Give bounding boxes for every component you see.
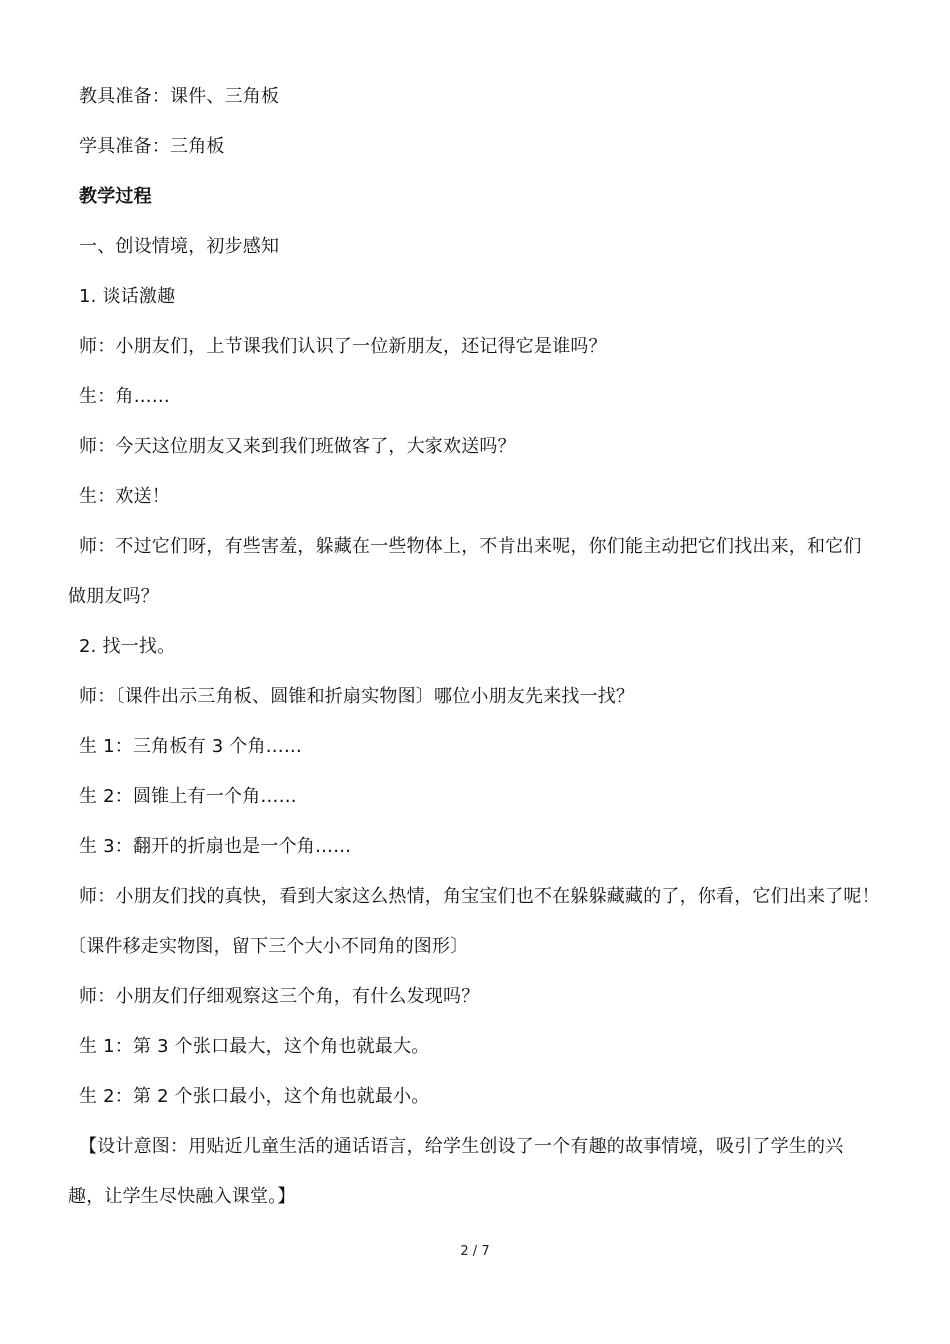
dialogue-line: 生 3：翻开的折扇也是一个角……	[79, 836, 352, 857]
dialogue-line: 师：今天这位朋友又来到我们班做客了，大家欢送吗？	[79, 436, 516, 457]
dialogue-line: 师：不过它们呀，有些害羞，躲藏在一些物体上，不肯出来呢，你们能主动把它们找出来，和它们	[79, 536, 862, 557]
dialogue-line-continuation: 〔课件移走实物图，留下三个大小不同角的图形〕	[68, 936, 469, 957]
dialogue-line: 生：欢送！	[79, 486, 170, 507]
dialogue-line: 生 2：第 2 个张口最小，这个角也就最小。	[79, 1086, 430, 1107]
design-intent-line: 【设计意图：用贴近儿童生活的通话语言，给学生创设了一个有趣的故事情境，吸引了学生的兴	[79, 1136, 844, 1157]
dialogue-line: 师：小朋友们，上节课我们认识了一位新朋友，还记得它是谁吗？	[79, 336, 607, 357]
dialogue-line: 师：小朋友们仔细观察这三个角，有什么发现吗？	[79, 986, 480, 1007]
dialogue-line: 师：〔课件出示三角板、圆锥和折扇实物图〕哪位小朋友先来找一找？	[79, 686, 635, 707]
dialogue-line: 师：小朋友们找的真快，看到大家这么热情，角宝宝们也不在躲躲藏藏的了，你看，它们出来了呢！	[79, 886, 880, 907]
step-heading-2: 2. 找一找。	[79, 636, 176, 657]
step-heading-1: 1. 谈话激趣	[79, 286, 176, 307]
section-heading: 教学过程	[79, 186, 152, 207]
design-intent-continuation: 趣，让学生尽快融入课堂。】	[68, 1186, 296, 1207]
teaching-aids-line: 教具准备：课件、三角板	[79, 86, 280, 107]
dialogue-line-continuation: 做朋友吗？	[68, 586, 159, 607]
dialogue-line: 生 1：第 3 个张口最大，这个角也就最大。	[79, 1036, 430, 1057]
dialogue-line: 生 2：圆锥上有一个角……	[79, 786, 297, 807]
page-number: 2 / 7	[460, 1244, 490, 1259]
dialogue-line: 生：角……	[79, 386, 170, 407]
subsection-heading: 一、创设情境，初步感知	[79, 236, 280, 257]
dialogue-line: 生 1：三角板有 3 个角……	[79, 736, 303, 757]
student-aids-line: 学具准备：三角板	[79, 136, 225, 157]
